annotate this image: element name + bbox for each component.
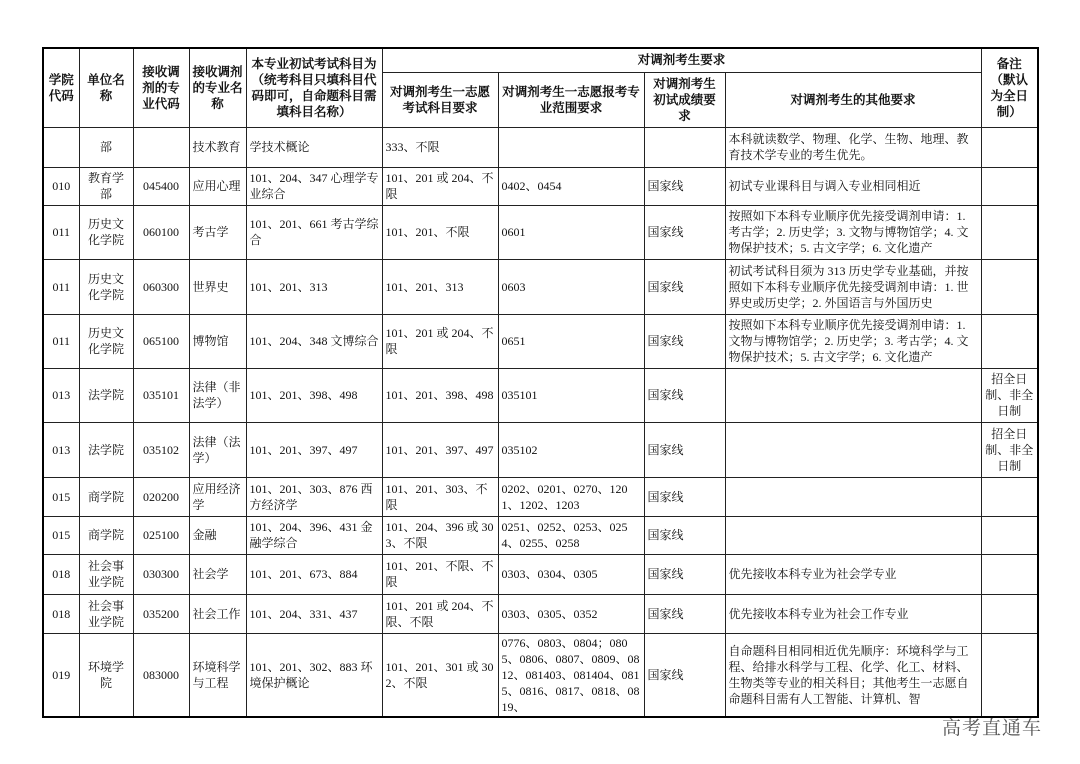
cell-remarks	[981, 314, 1038, 368]
cell-score-requirement: 国家线	[644, 259, 725, 314]
cell-remarks	[981, 633, 1038, 717]
cell-exam-subjects: 101、201、302、883 环境保护概论	[246, 633, 382, 717]
cell-major-code: 030300	[133, 554, 189, 594]
cell-first-choice-subjects: 101、201 或 204、不限	[382, 167, 498, 205]
cell-exam-subjects: 101、201、661 考古学综合	[246, 205, 382, 259]
cell-unit-name: 部	[79, 127, 133, 167]
cell-major-range: 035101	[498, 368, 644, 422]
cell-score-requirement: 国家线	[644, 516, 725, 554]
cell-major-name: 世界史	[189, 259, 246, 314]
header-college-code: 学院代码	[43, 48, 79, 127]
cell-college-code: 015	[43, 477, 79, 516]
cell-major-code: 065100	[133, 314, 189, 368]
cell-college-code: 011	[43, 205, 79, 259]
cell-first-choice-subjects: 101、201、398、498	[382, 368, 498, 422]
cell-unit-name: 法学院	[79, 422, 133, 477]
adjustment-table	[42, 47, 1039, 718]
table-row	[43, 516, 1038, 554]
table-row	[43, 167, 1038, 205]
cell-exam-subjects: 101、201、313	[246, 259, 382, 314]
cell-score-requirement: 国家线	[644, 477, 725, 516]
cell-other-requirements	[725, 477, 981, 516]
cell-remarks	[981, 594, 1038, 633]
cell-exam-subjects: 101、204、396、431 金融学综合	[246, 516, 382, 554]
cell-major-name: 金融	[189, 516, 246, 554]
cell-major-code: 060100	[133, 205, 189, 259]
cell-exam-subjects: 101、201、673、884	[246, 554, 382, 594]
cell-unit-name: 教育学部	[79, 167, 133, 205]
cell-major-code: 025100	[133, 516, 189, 554]
cell-remarks	[981, 554, 1038, 594]
cell-major-name: 考古学	[189, 205, 246, 259]
cell-major-code: 035101	[133, 368, 189, 422]
cell-major-range: 0776、0803、0804；0805、0806、0807、0809、0812、081403、081404、0815、0816、0817、0818、0819、	[498, 633, 644, 717]
cell-major-range	[498, 127, 644, 167]
cell-college-code: 010	[43, 167, 79, 205]
cell-major-code: 020200	[133, 477, 189, 516]
table-row	[43, 422, 1038, 477]
header-major-code: 接收调剂的专业代码	[133, 48, 189, 127]
cell-major-name: 法律（法学）	[189, 422, 246, 477]
cell-college-code: 015	[43, 516, 79, 554]
cell-major-code: 060300	[133, 259, 189, 314]
cell-first-choice-subjects: 101、201 或 204、不限	[382, 314, 498, 368]
cell-unit-name: 历史文化学院	[79, 314, 133, 368]
cell-college-code: 018	[43, 554, 79, 594]
cell-score-requirement: 国家线	[644, 554, 725, 594]
cell-exam-subjects: 101、204、331、437	[246, 594, 382, 633]
cell-first-choice-subjects: 101、201、303、不限	[382, 477, 498, 516]
cell-college-code: 013	[43, 422, 79, 477]
header-first-choice-major-range: 对调剂考生一志愿报考专业范围要求	[498, 72, 644, 127]
header-other-requirements: 对调剂考生的其他要求	[725, 72, 981, 127]
cell-first-choice-subjects: 101、201、397、497	[382, 422, 498, 477]
cell-exam-subjects: 101、201、398、498	[246, 368, 382, 422]
cell-unit-name: 历史文化学院	[79, 259, 133, 314]
cell-major-name: 环境科学与工程	[189, 633, 246, 717]
watermark: 高考直通车	[942, 717, 1043, 739]
cell-major-range: 0303、0304、0305	[498, 554, 644, 594]
cell-first-choice-subjects: 101、201、不限	[382, 205, 498, 259]
cell-remarks	[981, 127, 1038, 167]
cell-college-code: 018	[43, 594, 79, 633]
header-unit-name: 单位名称	[79, 48, 133, 127]
cell-major-range: 0603	[498, 259, 644, 314]
cell-unit-name: 历史文化学院	[79, 205, 133, 259]
cell-major-range: 0601	[498, 205, 644, 259]
cell-unit-name: 法学院	[79, 368, 133, 422]
table-body	[43, 127, 1038, 717]
table-row	[43, 368, 1038, 422]
cell-major-range: 0202、0201、0270、1201、1202、1203	[498, 477, 644, 516]
cell-major-name: 博物馆	[189, 314, 246, 368]
cell-other-requirements: 优先接收本科专业为社会学专业	[725, 554, 981, 594]
cell-other-requirements	[725, 516, 981, 554]
header-score-requirement: 对调剂考生初试成绩要求	[644, 72, 725, 127]
cell-other-requirements	[725, 368, 981, 422]
cell-unit-name: 社会事业学院	[79, 554, 133, 594]
cell-remarks	[981, 516, 1038, 554]
cell-other-requirements: 自命题科目相同相近优先顺序：环境科学与工程、给排水科学与工程、化学、化工、材料、生物类等专业的相关科目；其他考生一志愿自命题科目需有人工智能、计算机、智	[725, 633, 981, 717]
cell-exam-subjects: 101、201、303、876 西方经济学	[246, 477, 382, 516]
cell-major-name: 法律（非法学）	[189, 368, 246, 422]
cell-college-code	[43, 127, 79, 167]
cell-major-name: 社会学	[189, 554, 246, 594]
table-row	[43, 633, 1038, 717]
cell-first-choice-subjects: 101、201 或 204、不限、不限	[382, 594, 498, 633]
cell-remarks	[981, 167, 1038, 205]
cell-remarks: 招全日制、非全日制	[981, 368, 1038, 422]
table-row	[43, 259, 1038, 314]
cell-major-name: 应用心理	[189, 167, 246, 205]
cell-major-code: 035102	[133, 422, 189, 477]
cell-remarks	[981, 477, 1038, 516]
cell-other-requirements: 按照如下本科专业顺序优先接受调剂申请：1. 考古学；2. 历史学；3. 文物与博物馆学；4. 文物保护技术；5. 古文字学；6. 文化遗产	[725, 205, 981, 259]
cell-remarks: 招全日制、非全日制	[981, 422, 1038, 477]
cell-remarks	[981, 205, 1038, 259]
cell-other-requirements: 初试考试科目须为 313 历史学专业基础，并按照如下本科专业顺序优先接受调剂申请：1. 世界史或历史学；2. 外国语言与外国历史	[725, 259, 981, 314]
cell-remarks	[981, 259, 1038, 314]
cell-score-requirement: 国家线	[644, 422, 725, 477]
cell-major-name: 技术教育	[189, 127, 246, 167]
cell-major-code: 035200	[133, 594, 189, 633]
header-remarks: 备注（默认为全日制）	[981, 48, 1038, 127]
header-group-requirements: 对调剂考生要求	[382, 48, 981, 72]
cell-other-requirements: 本科就读数学、物理、化学、生物、地理、教育技术学专业的考生优先。	[725, 127, 981, 167]
cell-unit-name: 社会事业学院	[79, 594, 133, 633]
cell-score-requirement: 国家线	[644, 633, 725, 717]
cell-college-code: 011	[43, 259, 79, 314]
cell-unit-name: 商学院	[79, 516, 133, 554]
cell-exam-subjects: 学技术概论	[246, 127, 382, 167]
cell-exam-subjects: 101、204、348 文博综合	[246, 314, 382, 368]
table-row	[43, 314, 1038, 368]
cell-first-choice-subjects: 333、不限	[382, 127, 498, 167]
cell-unit-name: 环境学院	[79, 633, 133, 717]
cell-major-name: 社会工作	[189, 594, 246, 633]
cell-major-code: 083000	[133, 633, 189, 717]
table-row	[43, 127, 1038, 167]
cell-score-requirement: 国家线	[644, 314, 725, 368]
cell-major-range: 0303、0305、0352	[498, 594, 644, 633]
header-exam-subjects: 本专业初试考试科目为（统考科目只填科目代码即可，自命题科目需填科目名称）	[246, 48, 382, 127]
table-row	[43, 205, 1038, 259]
cell-college-code: 011	[43, 314, 79, 368]
cell-score-requirement: 国家线	[644, 594, 725, 633]
cell-exam-subjects: 101、201、397、497	[246, 422, 382, 477]
cell-major-range: 0251、0252、0253、0254、0255、0258	[498, 516, 644, 554]
cell-first-choice-subjects: 101、204、396 或 303、不限	[382, 516, 498, 554]
cell-first-choice-subjects: 101、201、313	[382, 259, 498, 314]
cell-first-choice-subjects: 101、201、301 或 302、不限	[382, 633, 498, 717]
table-row	[43, 594, 1038, 633]
cell-major-range: 0651	[498, 314, 644, 368]
header-first-choice-subjects: 对调剂考生一志愿考试科目要求	[382, 72, 498, 127]
cell-major-range: 035102	[498, 422, 644, 477]
cell-score-requirement: 国家线	[644, 368, 725, 422]
cell-score-requirement: 国家线	[644, 205, 725, 259]
cell-other-requirements: 按照如下本科专业顺序优先接受调剂申请：1. 文物与博物馆学；2. 历史学；3. 考古学；4. 文物保护技术；5. 古文字学；6. 文化遗产	[725, 314, 981, 368]
cell-major-range: 0402、0454	[498, 167, 644, 205]
table-row	[43, 554, 1038, 594]
cell-major-code: 045400	[133, 167, 189, 205]
cell-college-code: 019	[43, 633, 79, 717]
header-major-name: 接收调剂的专业名称	[189, 48, 246, 127]
cell-score-requirement: 国家线	[644, 167, 725, 205]
cell-major-name: 应用经济学	[189, 477, 246, 516]
cell-unit-name: 商学院	[79, 477, 133, 516]
table-row	[43, 477, 1038, 516]
cell-score-requirement	[644, 127, 725, 167]
cell-other-requirements: 初试专业课科目与调入专业相同相近	[725, 167, 981, 205]
cell-other-requirements	[725, 422, 981, 477]
cell-other-requirements: 优先接收本科专业为社会工作专业	[725, 594, 981, 633]
cell-first-choice-subjects: 101、201、不限、不限	[382, 554, 498, 594]
cell-college-code: 013	[43, 368, 79, 422]
cell-major-code	[133, 127, 189, 167]
cell-exam-subjects: 101、204、347 心理学专业综合	[246, 167, 382, 205]
